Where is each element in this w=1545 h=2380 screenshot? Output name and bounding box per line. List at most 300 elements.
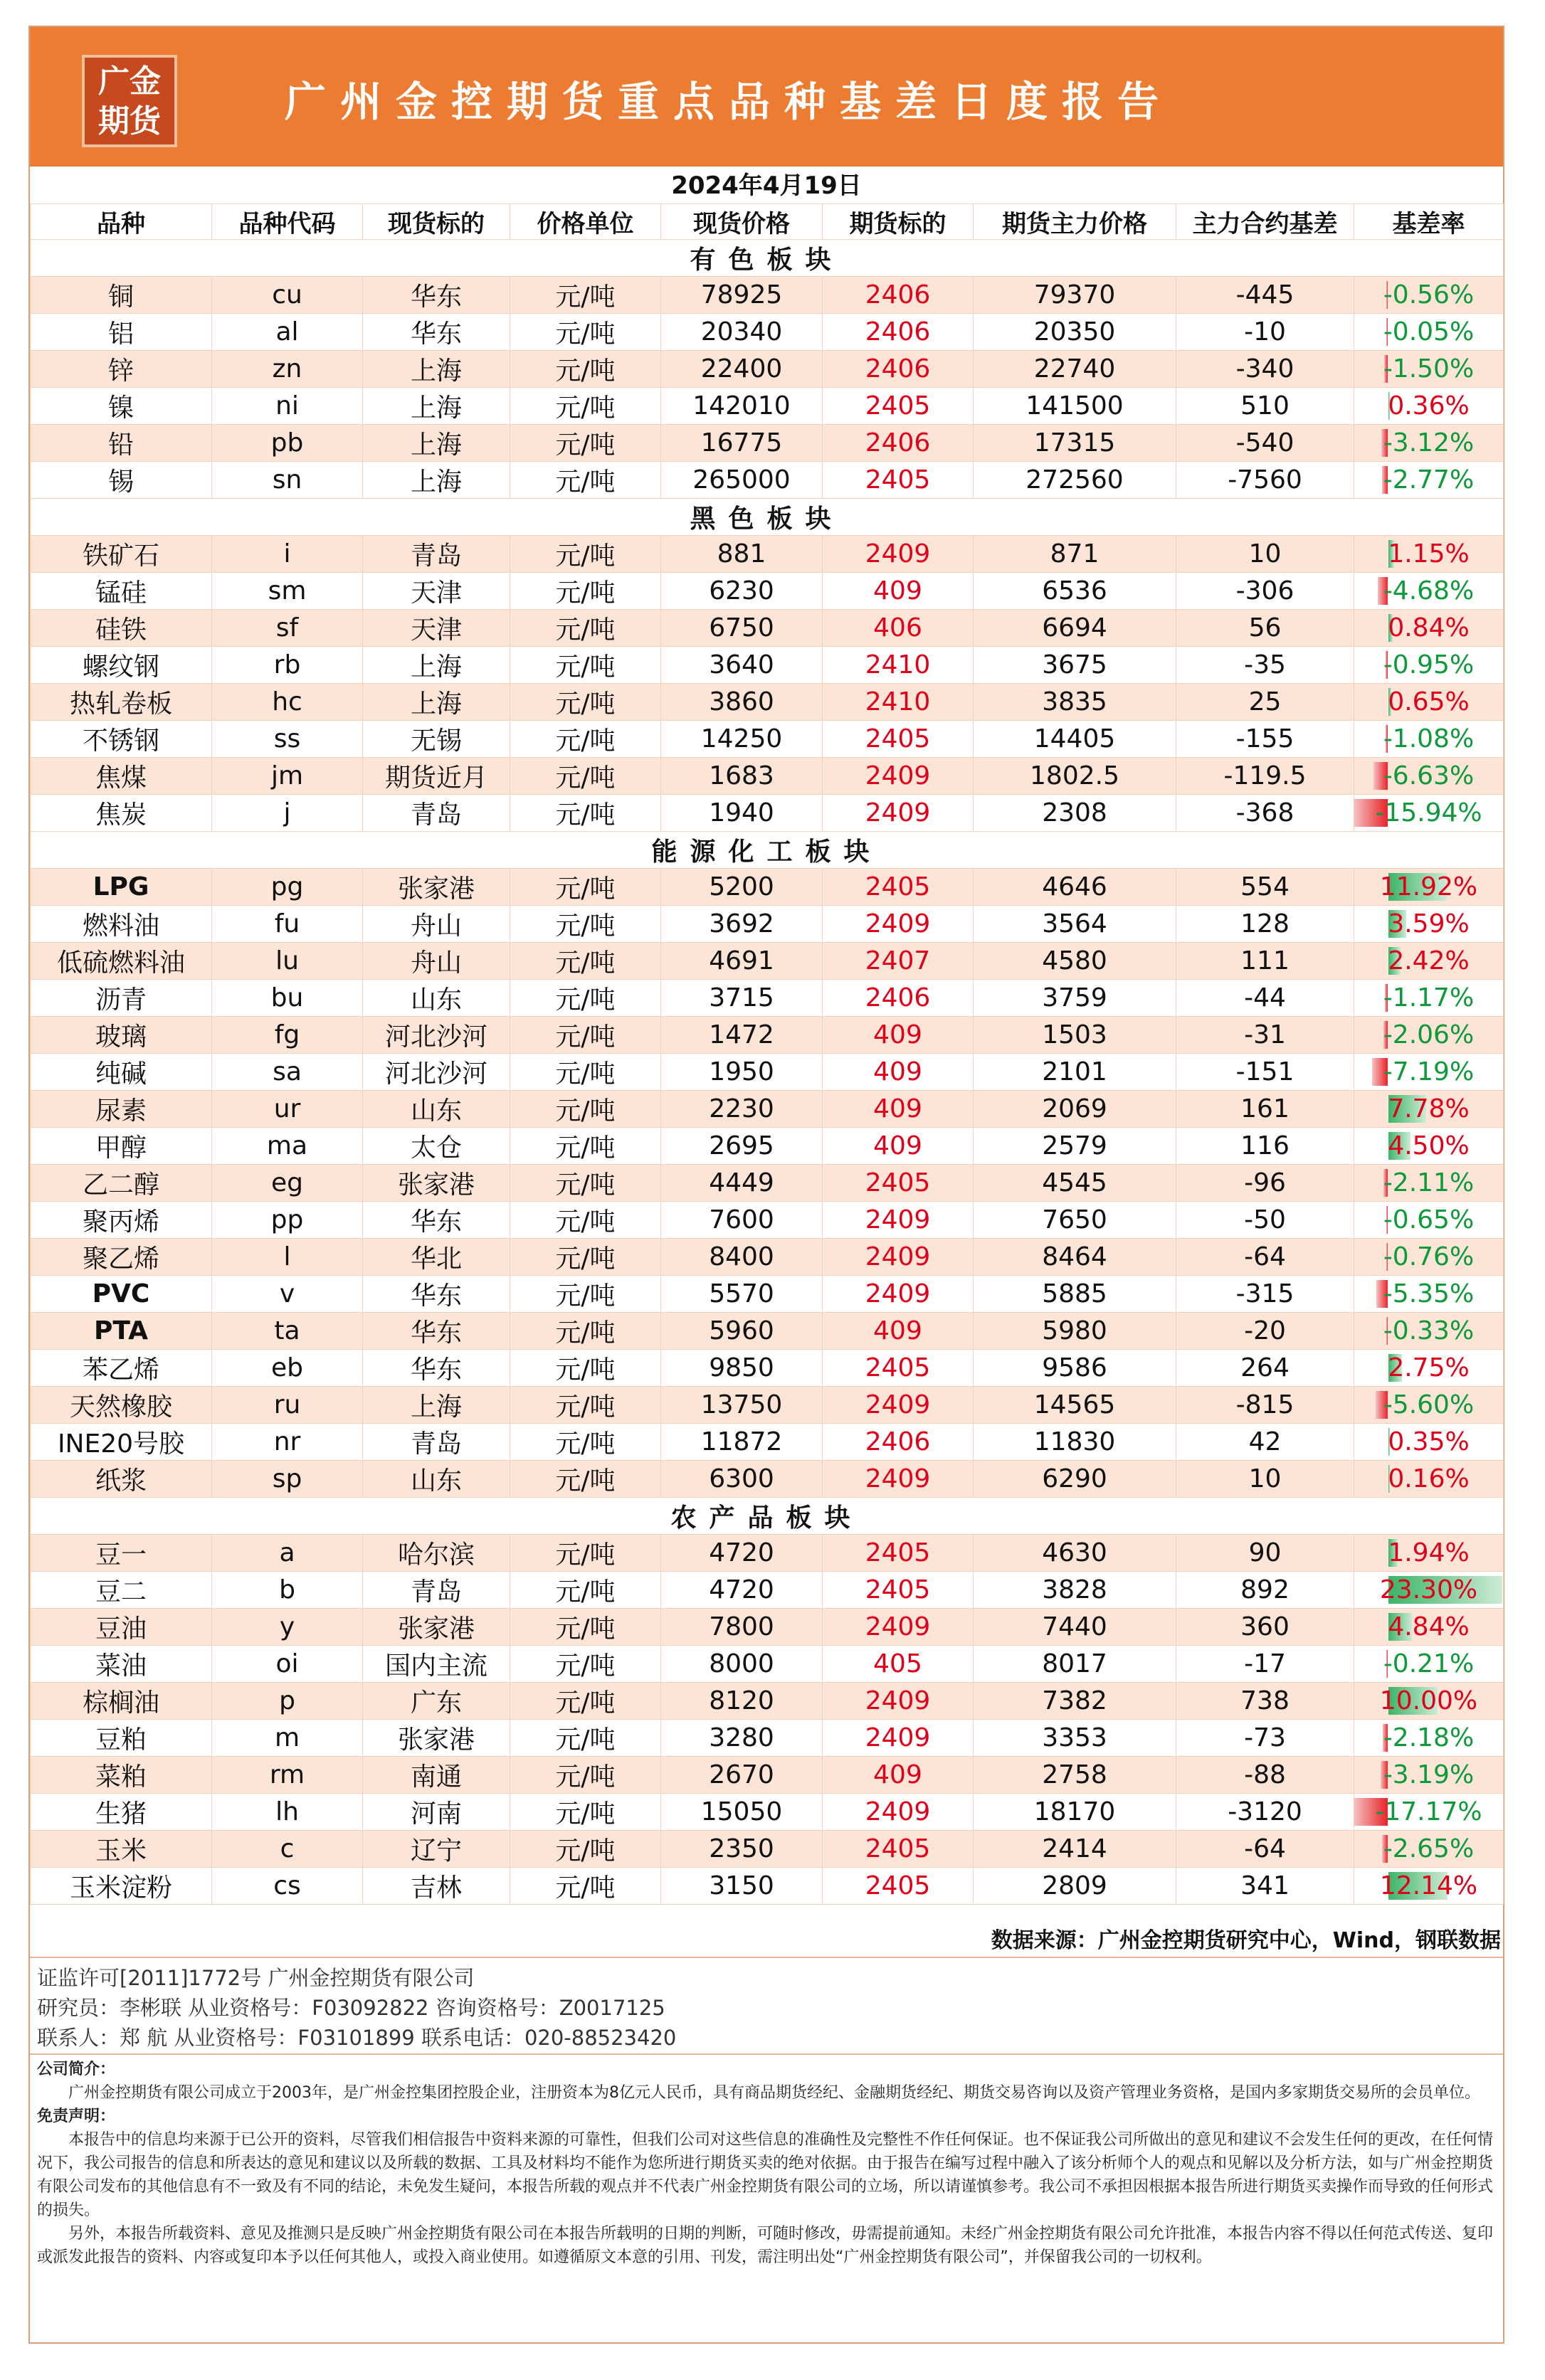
cell-code: hc	[212, 684, 363, 721]
rate-value: 1.94%	[1388, 1538, 1470, 1567]
cell-contract: 2406	[823, 425, 974, 462]
cell-spot: 4720	[661, 1572, 823, 1609]
cell-basis: -155	[1176, 721, 1354, 758]
cell-unit: 元/吨	[510, 1313, 661, 1350]
cell-rate	[1354, 1461, 1504, 1498]
cell-basis: -96	[1176, 1165, 1354, 1202]
cell-basis: -7560	[1176, 462, 1354, 499]
cell-name: 豆一	[31, 1535, 212, 1572]
table-row	[31, 1424, 1504, 1461]
cell-rate	[1354, 684, 1504, 721]
rate-value: 0.16%	[1388, 1464, 1470, 1493]
cell-unit: 元/吨	[510, 980, 661, 1017]
cell-basis: -10	[1176, 314, 1354, 351]
cell-futures: 4630	[974, 1535, 1176, 1572]
cell-spot: 142010	[661, 388, 823, 425]
cell-unit: 元/吨	[510, 1572, 661, 1609]
cell-loc: 上海	[363, 1387, 510, 1424]
divider	[30, 1957, 1503, 1958]
rate-value: -1.08%	[1383, 724, 1475, 753]
cell-unit: 元/吨	[510, 1794, 661, 1831]
cell-loc: 华东	[363, 1313, 510, 1350]
cell-rate	[1354, 314, 1504, 351]
cell-contract: 2405	[823, 1535, 974, 1572]
cell-spot: 4449	[661, 1165, 823, 1202]
cell-contract: 2409	[823, 795, 974, 832]
rate-value: 4.84%	[1388, 1612, 1470, 1641]
rate-value: 10.00%	[1379, 1686, 1478, 1715]
cell-name: PVC	[31, 1276, 212, 1313]
report-title: 广州金控期货重点品种基差日度报告	[285, 78, 1174, 126]
cell-basis: -44	[1176, 980, 1354, 1017]
cell-spot: 265000	[661, 462, 823, 499]
cell-code: y	[212, 1609, 363, 1646]
rate-value: -6.63%	[1383, 761, 1475, 790]
cell-basis: 892	[1176, 1572, 1354, 1609]
cell-name: PTA	[31, 1313, 212, 1350]
cell-futures: 5980	[974, 1313, 1176, 1350]
cell-rate	[1354, 277, 1504, 314]
cell-code: sf	[212, 610, 363, 647]
cell-unit: 元/吨	[510, 1054, 661, 1091]
cell-contract: 406	[823, 610, 974, 647]
cell-rate	[1354, 1683, 1504, 1720]
cell-code: a	[212, 1535, 363, 1572]
cell-spot: 881	[661, 536, 823, 573]
cell-basis: 510	[1176, 388, 1354, 425]
cell-rate	[1354, 647, 1504, 684]
intro-label: 公司简介：	[37, 2061, 116, 2078]
cell-loc: 华东	[363, 1202, 510, 1239]
cell-rate	[1354, 1757, 1504, 1794]
cell-spot: 2670	[661, 1757, 823, 1794]
cell-name: 纯碱	[31, 1054, 212, 1091]
cell-rate	[1354, 869, 1504, 906]
cell-spot: 2350	[661, 1831, 823, 1868]
cell-futures: 3759	[974, 980, 1176, 1017]
cell-contract: 409	[823, 1313, 974, 1350]
cell-contract: 405	[823, 1646, 974, 1683]
cell-code: fu	[212, 906, 363, 943]
cell-futures: 2101	[974, 1054, 1176, 1091]
cell-spot: 3280	[661, 1720, 823, 1757]
cell-rate	[1354, 758, 1504, 795]
table-row	[31, 610, 1504, 647]
cell-rate	[1354, 1720, 1504, 1757]
rate-value: -0.65%	[1383, 1205, 1475, 1234]
cell-spot: 8000	[661, 1646, 823, 1683]
cell-name: LPG	[31, 869, 212, 906]
cell-contract: 2406	[823, 1424, 974, 1461]
rate-value: -3.19%	[1383, 1760, 1475, 1789]
cell-contract: 2409	[823, 1276, 974, 1313]
data-source: 数据来源：广州金控期货研究中心，Wind，钢联数据	[991, 1928, 1501, 1953]
rate-value: 1.15%	[1388, 539, 1470, 568]
cell-spot: 3640	[661, 647, 823, 684]
cell-loc: 天津	[363, 573, 510, 610]
table-row	[31, 1572, 1504, 1609]
cell-loc: 无锡	[363, 721, 510, 758]
cell-code: lu	[212, 943, 363, 980]
cell-contract: 2409	[823, 1794, 974, 1831]
cell-basis: 10	[1176, 1461, 1354, 1498]
cell-loc: 上海	[363, 388, 510, 425]
cell-rate	[1354, 980, 1504, 1017]
cell-loc: 华东	[363, 277, 510, 314]
cell-rate	[1354, 1609, 1504, 1646]
cell-name: 镍	[31, 388, 212, 425]
contact-line: 联系人：郑 航 从业资格号：F03101899 联系电话：020-88523420	[37, 2026, 677, 2050]
cell-unit: 元/吨	[510, 1128, 661, 1165]
cell-futures: 17315	[974, 425, 1176, 462]
cell-rate	[1354, 795, 1504, 832]
cell-name: 低硫燃料油	[31, 943, 212, 980]
cell-basis: 264	[1176, 1350, 1354, 1387]
cell-basis: -64	[1176, 1831, 1354, 1868]
cell-spot: 6750	[661, 610, 823, 647]
disclaimer-text-2: 另外，本报告所载资料、意见及推测只是反映广州金控期货有限公司在本报告所载明的日期的判断，可随时修改，毋需提前通知。未经广州金控期货有限公司允许批准，本报告内容不得以任何范式传送、复印或派发此报告的资料、内容或复印本予以任何其他人，或投入商业使用。如遵循原文本意的引用、刊发，需注明出处“广州金控期货有限公司”，并保留我公司的一切权利。	[37, 2225, 1494, 2266]
cell-name: 铜	[31, 277, 212, 314]
cell-name: 锡	[31, 462, 212, 499]
cell-contract: 2410	[823, 647, 974, 684]
cell-futures: 8017	[974, 1646, 1176, 1683]
table-row	[31, 721, 1504, 758]
cell-contract: 2409	[823, 1683, 974, 1720]
cell-rate	[1354, 1239, 1504, 1276]
cell-basis: -31	[1176, 1017, 1354, 1054]
cell-code: fg	[212, 1017, 363, 1054]
cell-loc: 张家港	[363, 1720, 510, 1757]
cell-contract: 2405	[823, 1165, 974, 1202]
table-row	[31, 1091, 1504, 1128]
cell-basis: -540	[1176, 425, 1354, 462]
cell-name: 焦炭	[31, 795, 212, 832]
cell-code: bu	[212, 980, 363, 1017]
cell-loc: 华东	[363, 1276, 510, 1313]
cell-futures: 22740	[974, 351, 1176, 388]
cell-rate	[1354, 1424, 1504, 1461]
cell-loc: 南通	[363, 1757, 510, 1794]
cell-spot: 5200	[661, 869, 823, 906]
cell-rate	[1354, 536, 1504, 573]
cell-unit: 元/吨	[510, 1276, 661, 1313]
cell-code: ru	[212, 1387, 363, 1424]
cell-spot: 1940	[661, 795, 823, 832]
cell-name: 沥青	[31, 980, 212, 1017]
cell-contract: 2409	[823, 758, 974, 795]
cell-name: 铅	[31, 425, 212, 462]
rate-value: 4.50%	[1388, 1131, 1470, 1160]
table-row	[31, 758, 1504, 795]
cell-spot: 6300	[661, 1461, 823, 1498]
section-header	[31, 1498, 1504, 1535]
cell-basis: 738	[1176, 1683, 1354, 1720]
cell-unit: 元/吨	[510, 684, 661, 721]
cell-rate	[1354, 1165, 1504, 1202]
cell-basis: -3120	[1176, 1794, 1354, 1831]
rate-value: -2.06%	[1383, 1020, 1475, 1049]
cell-futures: 18170	[974, 1794, 1176, 1831]
cell-futures: 14405	[974, 721, 1176, 758]
cell-futures: 6290	[974, 1461, 1176, 1498]
cell-name: 铝	[31, 314, 212, 351]
rate-value: 0.35%	[1388, 1427, 1470, 1456]
rate-value: -2.18%	[1383, 1723, 1475, 1752]
cell-spot: 15050	[661, 1794, 823, 1831]
cell-contract: 2406	[823, 314, 974, 351]
table-row	[31, 1831, 1504, 1868]
basis-table	[30, 203, 1504, 1905]
cell-code: pg	[212, 869, 363, 906]
cell-rate	[1354, 1276, 1504, 1313]
cell-futures: 14565	[974, 1387, 1176, 1424]
cell-loc: 广东	[363, 1683, 510, 1720]
cell-spot: 11872	[661, 1424, 823, 1461]
rate-value: -15.94%	[1375, 798, 1482, 827]
cell-loc: 华北	[363, 1239, 510, 1276]
cell-basis: -151	[1176, 1054, 1354, 1091]
cell-name: 天然橡胶	[31, 1387, 212, 1424]
cell-name: 生猪	[31, 1794, 212, 1831]
cell-futures: 2308	[974, 795, 1176, 832]
table-row	[31, 795, 1504, 832]
section-header	[31, 499, 1504, 536]
rate-value: -1.17%	[1383, 983, 1475, 1012]
cell-basis: -35	[1176, 647, 1354, 684]
cell-unit: 元/吨	[510, 1461, 661, 1498]
cell-name: 豆二	[31, 1572, 212, 1609]
logo-line2: 期货	[98, 103, 161, 139]
cell-futures: 1503	[974, 1017, 1176, 1054]
table-row	[31, 1239, 1504, 1276]
rate-value: -3.12%	[1383, 428, 1475, 458]
cell-basis: -50	[1176, 1202, 1354, 1239]
cell-code: c	[212, 1831, 363, 1868]
cell-spot: 3860	[661, 684, 823, 721]
cell-unit: 元/吨	[510, 1239, 661, 1276]
cell-spot: 5570	[661, 1276, 823, 1313]
column-header: 价格单位	[510, 204, 661, 240]
cell-unit: 元/吨	[510, 1017, 661, 1054]
cell-code: cs	[212, 1868, 363, 1905]
cell-contract: 2405	[823, 388, 974, 425]
cell-unit: 元/吨	[510, 1831, 661, 1868]
table-row	[31, 1794, 1504, 1831]
cell-spot: 3692	[661, 906, 823, 943]
cell-rate	[1354, 906, 1504, 943]
cell-basis: 360	[1176, 1609, 1354, 1646]
cell-unit: 元/吨	[510, 906, 661, 943]
cell-spot: 7800	[661, 1609, 823, 1646]
cell-basis: -73	[1176, 1720, 1354, 1757]
cell-unit: 元/吨	[510, 1202, 661, 1239]
cell-futures: 4580	[974, 943, 1176, 980]
cell-rate	[1354, 1646, 1504, 1683]
cell-basis: 10	[1176, 536, 1354, 573]
table-row	[31, 1757, 1504, 1794]
cell-contract: 2406	[823, 277, 974, 314]
cell-contract: 409	[823, 1128, 974, 1165]
table-row	[31, 1535, 1504, 1572]
cell-unit: 元/吨	[510, 462, 661, 499]
cell-code: ma	[212, 1128, 363, 1165]
cell-futures: 7650	[974, 1202, 1176, 1239]
section-header	[31, 240, 1504, 277]
cell-code: i	[212, 536, 363, 573]
cell-basis: -445	[1176, 277, 1354, 314]
cell-spot: 4720	[661, 1535, 823, 1572]
cell-loc: 上海	[363, 425, 510, 462]
cell-name: 尿素	[31, 1091, 212, 1128]
cell-futures: 2579	[974, 1128, 1176, 1165]
cell-basis: -340	[1176, 351, 1354, 388]
cell-loc: 舟山	[363, 943, 510, 980]
table-row	[31, 1683, 1504, 1720]
cell-code: ta	[212, 1313, 363, 1350]
cell-basis: 554	[1176, 869, 1354, 906]
rate-value: -0.33%	[1383, 1316, 1475, 1345]
cell-futures: 11830	[974, 1424, 1176, 1461]
cell-unit: 元/吨	[510, 758, 661, 795]
cell-name: 玉米淀粉	[31, 1868, 212, 1905]
cell-futures: 272560	[974, 462, 1176, 499]
company-logo	[82, 55, 177, 147]
rate-value: 12.14%	[1379, 1871, 1478, 1900]
table-row	[31, 1276, 1504, 1313]
cell-rate	[1354, 1535, 1504, 1572]
table-row	[31, 573, 1504, 610]
license-line: 证监许可[2011]1772号 广州金控期货有限公司	[37, 1966, 475, 1990]
cell-loc: 河北沙河	[363, 1054, 510, 1091]
cell-contract: 2409	[823, 1461, 974, 1498]
rate-value: 2.42%	[1388, 946, 1470, 975]
cell-unit: 元/吨	[510, 314, 661, 351]
table-row	[31, 1868, 1504, 1905]
cell-loc: 山东	[363, 980, 510, 1017]
cell-loc: 国内主流	[363, 1646, 510, 1683]
section-title: 农产品板块	[31, 1498, 1504, 1535]
cell-spot: 5960	[661, 1313, 823, 1350]
cell-spot: 78925	[661, 277, 823, 314]
cell-loc: 辽宁	[363, 1831, 510, 1868]
cell-name: 热轧卷板	[31, 684, 212, 721]
cell-rate	[1354, 1868, 1504, 1905]
cell-loc: 华东	[363, 1350, 510, 1387]
cell-rate	[1354, 351, 1504, 388]
cell-rate	[1354, 1202, 1504, 1239]
cell-code: b	[212, 1572, 363, 1609]
cell-loc: 张家港	[363, 1609, 510, 1646]
cell-loc: 山东	[363, 1091, 510, 1128]
cell-contract: 2409	[823, 1202, 974, 1239]
cell-unit: 元/吨	[510, 1683, 661, 1720]
rate-value: -2.65%	[1383, 1834, 1475, 1863]
cell-unit: 元/吨	[510, 1165, 661, 1202]
cell-rate	[1354, 1091, 1504, 1128]
cell-loc: 上海	[363, 462, 510, 499]
cell-code: j	[212, 795, 363, 832]
table-row	[31, 684, 1504, 721]
cell-code: sn	[212, 462, 363, 499]
cell-futures: 3835	[974, 684, 1176, 721]
table-row	[31, 388, 1504, 425]
table-row	[31, 1165, 1504, 1202]
cell-loc: 青岛	[363, 1572, 510, 1609]
cell-contract: 2409	[823, 1609, 974, 1646]
cell-rate	[1354, 1350, 1504, 1387]
cell-name: 豆粕	[31, 1720, 212, 1757]
cell-code: pb	[212, 425, 363, 462]
cell-rate	[1354, 1313, 1504, 1350]
cell-spot: 2695	[661, 1128, 823, 1165]
cell-futures: 7440	[974, 1609, 1176, 1646]
rate-value: -2.77%	[1383, 465, 1475, 494]
cell-contract: 2409	[823, 1239, 974, 1276]
rate-value: -0.95%	[1383, 650, 1475, 679]
cell-futures: 79370	[974, 277, 1176, 314]
cell-unit: 元/吨	[510, 610, 661, 647]
cell-unit: 元/吨	[510, 277, 661, 314]
cell-code: cu	[212, 277, 363, 314]
cell-rate	[1354, 1017, 1504, 1054]
table-row	[31, 462, 1504, 499]
table-row	[31, 425, 1504, 462]
column-header: 品种	[31, 204, 212, 240]
cell-unit: 元/吨	[510, 1091, 661, 1128]
cell-rate	[1354, 721, 1504, 758]
table-row	[31, 980, 1504, 1017]
cell-loc: 张家港	[363, 869, 510, 906]
section-title: 能源化工板块	[31, 832, 1504, 869]
cell-contract: 2405	[823, 721, 974, 758]
rate-value: 0.84%	[1388, 613, 1470, 642]
cell-code: lh	[212, 1794, 363, 1831]
cell-code: l	[212, 1239, 363, 1276]
cell-unit: 元/吨	[510, 388, 661, 425]
section-header	[31, 832, 1504, 869]
table-row	[31, 277, 1504, 314]
cell-basis: -119.5	[1176, 758, 1354, 795]
cell-code: jm	[212, 758, 363, 795]
cell-loc: 河北沙河	[363, 1017, 510, 1054]
cell-rate	[1354, 1054, 1504, 1091]
cell-code: pp	[212, 1202, 363, 1239]
table-row	[31, 1350, 1504, 1387]
cell-futures: 2758	[974, 1757, 1176, 1794]
table-row	[31, 1054, 1504, 1091]
cell-basis: -306	[1176, 573, 1354, 610]
cell-loc: 华东	[363, 314, 510, 351]
cell-code: zn	[212, 351, 363, 388]
cell-spot: 4691	[661, 943, 823, 980]
cell-loc: 上海	[363, 647, 510, 684]
cell-loc: 舟山	[363, 906, 510, 943]
cell-name: INE20号胶	[31, 1424, 212, 1461]
cell-rate	[1354, 1831, 1504, 1868]
cell-futures: 5885	[974, 1276, 1176, 1313]
cell-rate	[1354, 943, 1504, 980]
logo-line1: 广金	[98, 63, 161, 100]
cell-spot: 2230	[661, 1091, 823, 1128]
table-row	[31, 943, 1504, 980]
cell-spot: 9850	[661, 1350, 823, 1387]
column-header: 现货价格	[661, 204, 823, 240]
cell-futures: 6694	[974, 610, 1176, 647]
cell-rate	[1354, 610, 1504, 647]
cell-futures: 2414	[974, 1831, 1176, 1868]
cell-name: 燃料油	[31, 906, 212, 943]
cell-name: 不锈钢	[31, 721, 212, 758]
